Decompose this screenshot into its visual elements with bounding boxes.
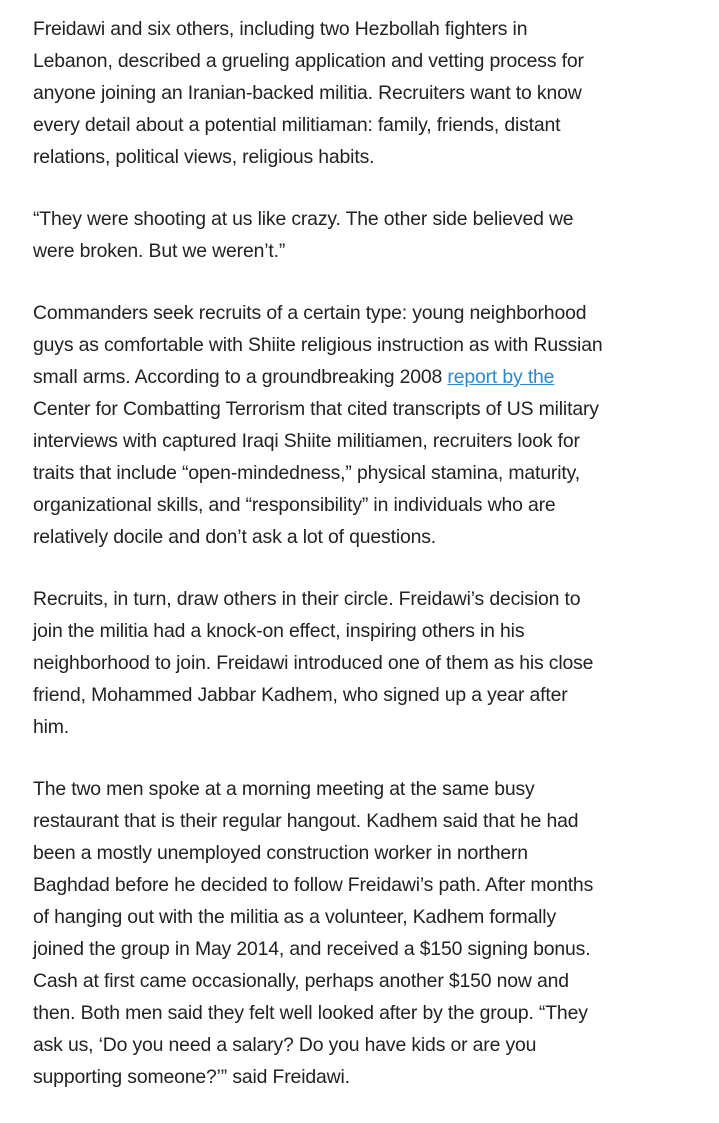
text-line: Baghdad before he decided to follow Freidawi’s path. After months: [33, 874, 594, 896]
report-link[interactable]: report by the: [447, 366, 555, 388]
text-line: organizational skills, and “responsibility” in individuals who are: [33, 494, 556, 516]
text-line: relations, political views, religious habits.: [33, 146, 375, 168]
text-line: Cash at first came occasionally, perhaps another $150 now and: [33, 970, 569, 992]
text-line: “They were shooting at us like crazy. The other side believed we: [33, 208, 574, 230]
text-line: every detail about a potential militiaman: family, friends, distant: [33, 114, 561, 136]
text-line: join the militia had a knock-on effect, inspiring others in his: [33, 620, 525, 642]
text-line: were broken. But we weren’t.”: [33, 240, 286, 262]
text-line: neighborhood to join. Freidawi introduced one of them as his close: [33, 652, 594, 674]
text-line: Recruits, in turn, draw others in their circle. Freidawi’s decision to: [33, 588, 581, 610]
text-line: relatively docile and don’t ask a lot of questions.: [33, 526, 437, 548]
paragraph-pull-quote: [33, 203, 705, 267]
text-line: Lebanon, described a grueling application and vetting process for: [33, 50, 584, 72]
paragraph-recruit-traits: [33, 297, 705, 553]
text-fragment: small arms. According to a groundbreaking 2008: [33, 366, 448, 388]
text-line: traits that include “open-mindedness,” physical stamina, maturity,: [33, 462, 580, 484]
text-line: Commanders seek recruits of a certain type: young neighborhood: [33, 302, 587, 324]
text-line: guys as comfortable with Shiite religious instruction as with Russian: [33, 334, 603, 356]
text-line: Center for Combatting Terrorism that cited transcripts of US military: [33, 398, 599, 420]
text-line: The two men spoke at a morning meeting at the same busy: [33, 778, 535, 800]
text-line: him.: [33, 716, 70, 738]
paragraph-morning-meeting: [33, 773, 705, 1093]
text-line: of hanging out with the militia as a volunteer, Kadhem formally: [33, 906, 557, 928]
paragraph-recruits-circle: [33, 583, 705, 743]
article-body: [33, 13, 705, 1123]
text-line: friend, Mohammed Jabbar Kadhem, who signed up a year after: [33, 684, 568, 706]
text-line: interviews with captured Iraqi Shiite militiamen, recruiters look for: [33, 430, 580, 452]
text-line: ask us, ‘Do you need a salary? Do you have kids or are you: [33, 1034, 537, 1056]
text-line: [33, 361, 705, 393]
text-line: restaurant that is their regular hangout. Kadhem said that he had: [33, 810, 579, 832]
text-line: Freidawi and six others, including two Hezbollah fighters in: [33, 18, 528, 40]
text-line: supporting someone?’” said Freidawi.: [33, 1066, 350, 1088]
text-line: anyone joining an Iranian-backed militia. Recruiters want to know: [33, 82, 582, 104]
text-line: joined the group in May 2014, and received a $150 signing bonus.: [33, 938, 591, 960]
text-line: been a mostly unemployed construction worker in northern: [33, 842, 528, 864]
text-line: then. Both men said they felt well looked after by the group. “They: [33, 1002, 588, 1024]
paragraph-vetting-process: [33, 13, 705, 173]
